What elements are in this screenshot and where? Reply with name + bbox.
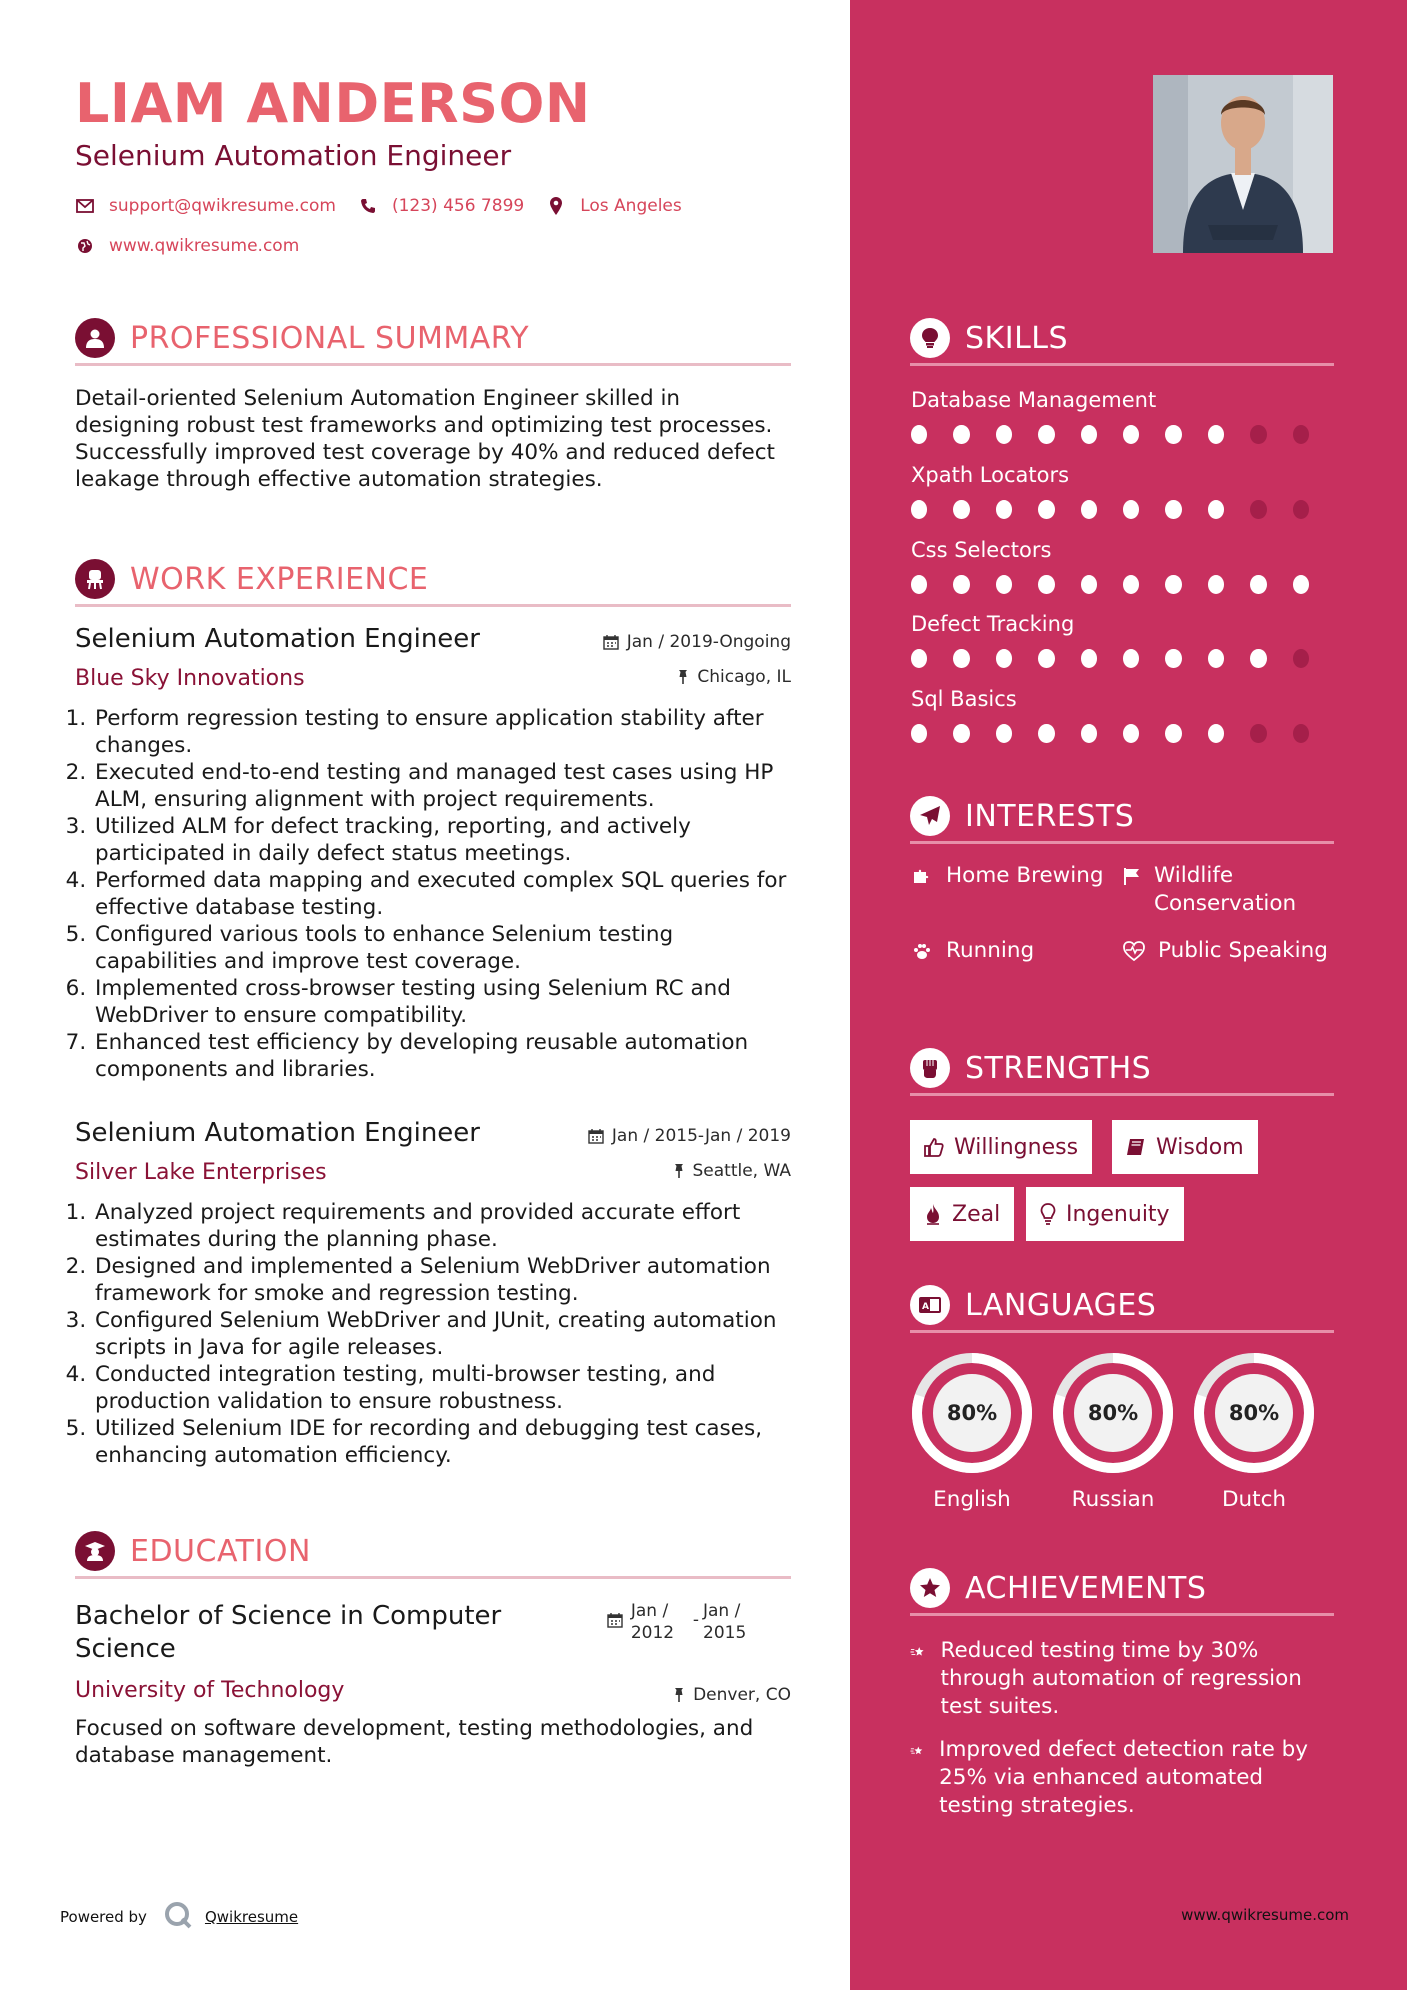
skill-rating — [911, 425, 1335, 444]
skill-item — [911, 388, 1335, 444]
language-progress-ring — [910, 1351, 1034, 1475]
skill-rating — [911, 724, 1335, 743]
job-title: Selenium Automation Engineer — [75, 1118, 480, 1148]
list-item: 3. Configured Selenium WebDriver and JUnit, creating automation scripts in Java for agile releases. — [93, 1307, 791, 1361]
strength-chip — [910, 1187, 1014, 1241]
rating-dot-filled — [1123, 724, 1139, 743]
strength-label: Willingness — [954, 1134, 1079, 1160]
flag-icon — [1122, 864, 1142, 888]
interest-item — [910, 937, 1110, 965]
rating-dot-filled — [1165, 575, 1181, 594]
list-item: 4. Performed data mapping and executed complex SQL queries for effective database testing. — [93, 867, 791, 921]
job-company: Silver Lake Enterprises — [75, 1160, 327, 1185]
rating-dot-filled — [911, 500, 927, 519]
job-date-text: Jan / 2019-Ongoing — [626, 632, 791, 652]
job-company: Blue Sky Innovations — [75, 666, 305, 691]
pushpin-icon — [673, 1163, 685, 1179]
list-item: 3. Utilized ALM for defect tracking, reporting, and actively participated in daily defect status meetings. — [93, 813, 791, 867]
education-location — [673, 1685, 791, 1705]
calendar-icon — [607, 1612, 623, 1628]
education-dates — [607, 1600, 761, 1644]
rating-dot-filled — [1123, 425, 1139, 444]
rating-dot-filled — [1038, 724, 1054, 743]
fist-icon — [910, 1048, 950, 1088]
job-entry — [75, 624, 791, 1083]
rating-dot-filled — [953, 425, 969, 444]
achievement-text: Improved defect detection rate by 25% via enhanced automated testing strategies. — [939, 1737, 1309, 1818]
lightbulb-icon — [910, 318, 950, 358]
rating-dot-filled — [996, 724, 1012, 743]
language-name: Dutch — [1221, 1487, 1287, 1512]
experience-section-header — [75, 555, 791, 607]
list-item: 2. Designed and implemented a Selenium WebDriver automation framework for smoke and regression testing. — [93, 1253, 791, 1307]
language-item — [910, 1351, 1034, 1512]
interest-label: Public Speaking — [1158, 938, 1328, 963]
achievements-heading: ACHIEVEMENTS — [965, 1571, 1207, 1606]
list-item: 4. Conducted integration testing, multi-browser testing, and production validation to ensure robustness. — [93, 1361, 791, 1415]
rating-dot-filled — [1081, 425, 1097, 444]
experience-heading: WORK EXPERIENCE — [130, 562, 429, 597]
strengths-section-header — [910, 1044, 1334, 1096]
education-start: Jan / 2012 — [630, 1601, 675, 1643]
languages-section-header — [910, 1281, 1334, 1333]
language-item — [1051, 1351, 1175, 1512]
skill-item — [911, 463, 1335, 519]
job-bullets — [75, 705, 791, 1083]
job-date-text: Jan / 2015-Jan / 2019 — [611, 1126, 791, 1146]
candidate-title: Selenium Automation Engineer — [75, 139, 512, 172]
education-location-text: Denver, CO — [693, 1685, 791, 1705]
skill-item — [911, 538, 1335, 594]
email-icon — [75, 196, 95, 216]
education-end: Jan / 2015 — [703, 1601, 747, 1643]
translate-icon — [910, 1285, 950, 1325]
job-location — [677, 667, 791, 687]
user-icon — [75, 318, 115, 358]
job-date — [588, 1126, 791, 1146]
education-section-header — [75, 1527, 791, 1579]
skills-heading: SKILLS — [965, 321, 1069, 356]
skill-name: Sql Basics — [911, 687, 1017, 711]
rating-dot-filled — [953, 724, 969, 743]
summary-text: Detail-oriented Selenium Automation Engineer skilled in designing robust test frameworks and optimizing test processes. Successfully improved test coverage by 40% and reduced defect leakage through effective automation strategies. — [75, 386, 775, 492]
skill-name: Database Management — [911, 388, 1157, 412]
summary-section-header — [75, 314, 791, 366]
star-badge-icon — [910, 1568, 950, 1608]
education-heading: EDUCATION — [130, 1534, 311, 1569]
list-item: 5. Configured various tools to enhance Selenium testing capabilities and improve test coverage. — [93, 921, 791, 975]
list-item: 5. Utilized Selenium IDE for recording and debugging test cases, enhancing automation efficiency. — [93, 1415, 791, 1469]
thumbs-up-icon — [924, 1137, 944, 1157]
rating-dot-filled — [911, 724, 927, 743]
rating-dot-filled — [1038, 575, 1054, 594]
website-row — [75, 236, 321, 256]
footer-website[interactable]: www.qwikresume.com — [1181, 1906, 1349, 1924]
rating-dot-filled — [1081, 500, 1097, 519]
strength-chip — [1112, 1120, 1258, 1174]
language-progress-ring — [1192, 1351, 1316, 1475]
phone-text: (123) 456 7899 — [391, 196, 525, 216]
rating-dot-filled — [911, 425, 927, 444]
skill-rating — [911, 500, 1335, 519]
education-date-separator: - — [692, 1610, 699, 1630]
rating-dot-filled — [1208, 500, 1224, 519]
email-link[interactable]: support@qwikresume.com — [109, 196, 336, 216]
strength-label: Ingenuity — [1066, 1201, 1170, 1227]
rating-dot-filled — [1250, 649, 1266, 668]
puzzle-icon — [910, 864, 934, 888]
shooting-star-icon — [910, 1637, 925, 1667]
chair-icon — [75, 559, 115, 599]
website-link[interactable]: www.qwikresume.com — [109, 236, 300, 256]
rating-dot-filled — [1208, 649, 1224, 668]
rating-dot-filled — [953, 500, 969, 519]
rating-dot-empty — [1250, 724, 1266, 743]
strength-label: Wisdom — [1156, 1134, 1244, 1160]
rating-dot-filled — [911, 649, 927, 668]
footer-powered-by — [60, 1900, 298, 1934]
rating-dot-filled — [953, 575, 969, 594]
rating-dot-filled — [1293, 575, 1309, 594]
rating-dot-empty — [1250, 425, 1266, 444]
lightbulb-outline-icon — [1040, 1203, 1056, 1225]
skill-rating — [911, 575, 1335, 594]
achievement-text: Reduced testing time by 30% through automation of regression test suites. — [940, 1638, 1302, 1719]
job-entry — [75, 1118, 791, 1469]
language-item — [1192, 1351, 1316, 1512]
rating-dot-filled — [1123, 575, 1139, 594]
skills-section-header — [910, 314, 1334, 366]
skill-item — [911, 687, 1335, 743]
rating-dot-empty — [1293, 500, 1309, 519]
powered-by-label: Powered by — [60, 1908, 147, 1926]
list-item: 1. Analyzed project requirements and provided accurate effort estimates during the planning phase. — [93, 1199, 791, 1253]
sidebar — [850, 0, 1407, 1990]
strength-chip — [910, 1120, 1092, 1174]
graduate-icon — [75, 1531, 115, 1571]
profile-photo — [1153, 75, 1333, 253]
list-item: 2. Executed end-to-end testing and managed test cases using HP ALM, ensuring alignment with project requirements. — [93, 759, 791, 813]
rating-dot-empty — [1293, 425, 1309, 444]
rating-dot-filled — [1250, 575, 1266, 594]
rating-dot-empty — [1293, 649, 1309, 668]
education-entry — [75, 1600, 791, 1769]
pushpin-icon — [673, 1687, 685, 1703]
rating-dot-filled — [1038, 649, 1054, 668]
job-location-text: Seattle, WA — [692, 1161, 791, 1181]
calendar-icon — [603, 634, 619, 650]
rating-dot-filled — [1123, 649, 1139, 668]
skill-rating — [911, 649, 1335, 668]
skill-item — [911, 612, 1335, 668]
rating-dot-filled — [1038, 500, 1054, 519]
svg-text:A: A — [922, 1302, 929, 1312]
list-item: 7. Enhanced test efficiency by developing reusable automation components and libraries. — [93, 1029, 791, 1083]
job-location — [673, 1161, 792, 1181]
achievements-section-header — [910, 1564, 1334, 1616]
skill-name: Xpath Locators — [911, 463, 1070, 487]
strength-label: Zeal — [952, 1201, 1001, 1227]
languages-heading: LANGUAGES — [965, 1288, 1157, 1323]
calendar-icon — [588, 1128, 604, 1144]
rating-dot-filled — [953, 649, 969, 668]
degree-title: Bachelor of Science in Computer Science — [75, 1601, 502, 1664]
interests-section-header — [910, 792, 1334, 844]
list-item: 1. Perform regression testing to ensure application stability after changes. — [93, 705, 791, 759]
rating-dot-filled — [1123, 500, 1139, 519]
rating-dot-filled — [1165, 724, 1181, 743]
rating-dot-filled — [1208, 724, 1224, 743]
rating-dot-filled — [996, 425, 1012, 444]
rating-dot-filled — [1081, 575, 1097, 594]
location-text: Los Angeles — [580, 196, 682, 216]
language-percent: 80% — [1087, 1401, 1139, 1425]
rating-dot-filled — [1038, 425, 1054, 444]
qwikresume-link[interactable]: Qwikresume — [204, 1908, 299, 1926]
strength-chip — [1026, 1187, 1184, 1241]
pushpin-icon — [677, 669, 689, 685]
flame-icon — [924, 1203, 942, 1225]
achievement-item — [910, 1736, 1334, 1820]
university-name: University of Technology — [75, 1678, 345, 1703]
job-location-text: Chicago, IL — [697, 667, 791, 687]
contact-row — [75, 196, 704, 216]
rating-dot-filled — [1208, 425, 1224, 444]
rating-dot-filled — [1165, 500, 1181, 519]
book-icon — [1126, 1137, 1146, 1157]
phone-icon — [358, 196, 378, 216]
rating-dot-filled — [1165, 425, 1181, 444]
interest-item — [1122, 862, 1332, 918]
list-item: 6. Implemented cross-browser testing using Selenium RC and WebDriver to ensure compatibility. — [93, 975, 791, 1029]
rating-dot-empty — [1250, 500, 1266, 519]
rating-dot-filled — [1165, 649, 1181, 668]
language-name: English — [933, 1487, 1011, 1512]
interest-item — [910, 862, 1110, 890]
rating-dot-filled — [911, 575, 927, 594]
language-percent: 80% — [946, 1401, 998, 1425]
language-progress-ring — [1051, 1351, 1175, 1475]
candidate-name: LIAM ANDERSON — [75, 72, 591, 135]
skill-name: Defect Tracking — [911, 612, 1075, 636]
education-description: Focused on software development, testing methodologies, and database management. — [75, 1716, 754, 1768]
language-percent: 80% — [1228, 1401, 1280, 1425]
interest-label: Running — [946, 938, 1035, 963]
interests-heading: INTERESTS — [965, 799, 1135, 834]
rating-dot-filled — [1081, 649, 1097, 668]
paper-plane-icon — [910, 796, 950, 836]
interest-label: Home Brewing — [946, 863, 1104, 888]
rating-dot-filled — [1208, 575, 1224, 594]
rating-dot-filled — [1081, 724, 1097, 743]
job-title: Selenium Automation Engineer — [75, 624, 480, 654]
rating-dot-filled — [996, 575, 1012, 594]
rating-dot-empty — [1293, 724, 1309, 743]
heartbeat-icon — [1122, 939, 1146, 963]
summary-heading: PROFESSIONAL SUMMARY — [130, 321, 530, 356]
strengths-heading: STRENGTHS — [965, 1051, 1152, 1086]
paw-icon — [910, 939, 934, 963]
skill-name: Css Selectors — [911, 538, 1052, 562]
globe-icon — [75, 236, 95, 256]
rating-dot-filled — [996, 649, 1012, 668]
shooting-star-icon — [910, 1736, 923, 1766]
job-bullets — [75, 1199, 791, 1469]
achievement-item — [910, 1637, 1334, 1721]
qwikresume-logo-icon — [163, 1900, 193, 1934]
rating-dot-filled — [996, 500, 1012, 519]
language-name: Russian — [1071, 1487, 1155, 1512]
job-date — [603, 632, 791, 652]
interest-label: Wildlife Conservation — [1154, 863, 1297, 916]
interest-item — [1122, 937, 1332, 965]
location-pin-icon — [546, 196, 566, 216]
